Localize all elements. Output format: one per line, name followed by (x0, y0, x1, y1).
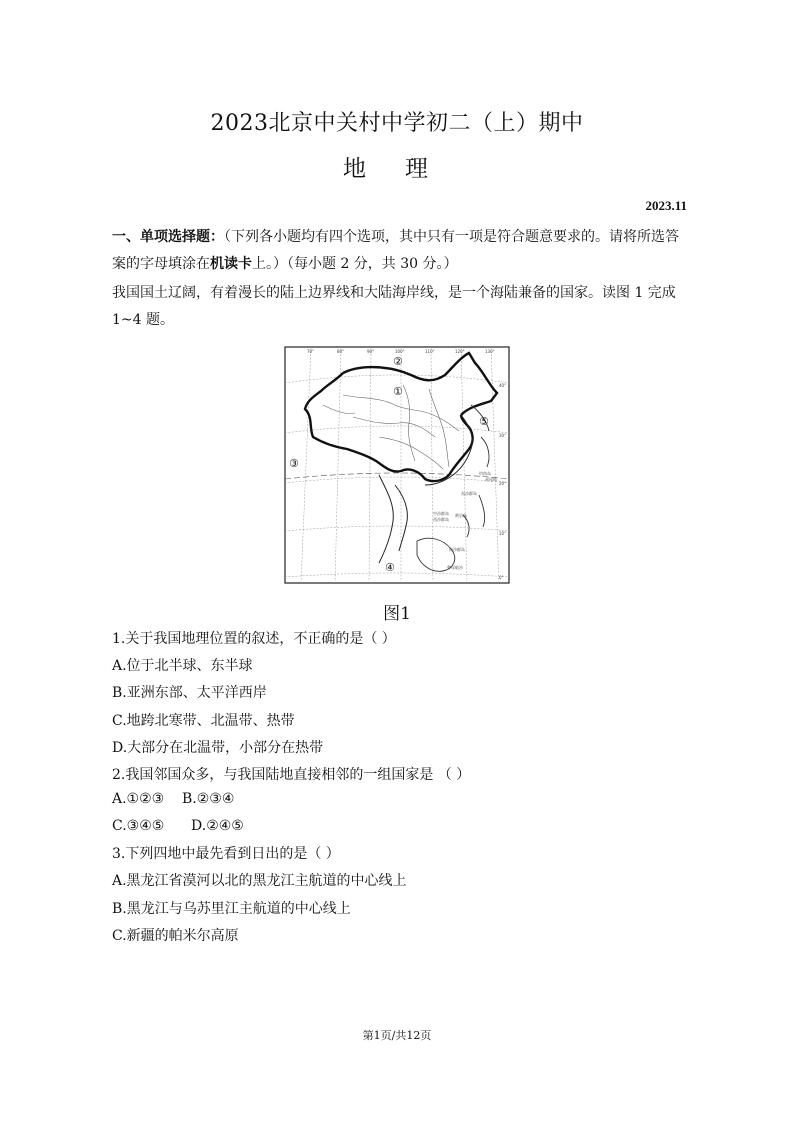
map-marker-4: ④ (385, 561, 395, 574)
subject-char-1: 地 (343, 156, 366, 182)
question-1-stem: 1.关于我国地理位置的叙述，不正确的是（ ） (112, 631, 396, 647)
svg-text:钓鱼岛: 钓鱼岛 (479, 471, 491, 476)
svg-text:90°: 90° (367, 349, 375, 354)
question-1-option-b: B.亚洲东部、太平洋西岸 (112, 685, 267, 701)
map-marker-5: ⑤ (479, 415, 489, 428)
question-3-option-b: B.黑龙江与乌苏里江主航道的中心线上 (112, 901, 351, 917)
svg-text:中沙群岛: 中沙群岛 (433, 511, 449, 516)
svg-text:赤尾屿: 赤尾屿 (485, 477, 497, 482)
svg-text:100°: 100° (395, 349, 405, 354)
svg-text:黄岩岛: 黄岩岛 (455, 513, 467, 518)
map-marker-3: ③ (289, 457, 299, 470)
svg-text:南沙群岛: 南沙群岛 (449, 547, 465, 552)
page-footer: 第1页/共12页 (362, 1029, 432, 1042)
question-1-option-a: A.位于北半球、东半球 (112, 658, 253, 674)
question-2-stem: 2.我国邻国众多，与我国陆地直接相邻的一组国家是 （ ） (112, 767, 471, 783)
section-instructions (112, 224, 686, 278)
instructions-emphasis: 机读卡 (210, 256, 252, 272)
svg-text:110°: 110° (425, 349, 435, 354)
svg-text:80°: 80° (337, 349, 345, 354)
svg-text:130°: 130° (485, 349, 495, 354)
exam-date: 2023.11 (645, 198, 687, 213)
instructions-part-2: 上。）（每小题 2 分，共 30 分。） (252, 256, 458, 272)
page-title: 2023北京中关村中学初二（上）期中 (210, 111, 584, 136)
instructions-part-1: （下列各小题均有四个选项，其中只有一项是符合题意要求的。请将所选答案的字母填涂在 (112, 229, 679, 272)
question-2-options-row-1: A.①②③ B.②③④ (112, 791, 235, 807)
intro-paragraph: 我国国土辽阔，有着漫长的陆上边界线和大陆海岸线，是一个海陆兼备的国家。读图 1 完成 1~4 题。 (112, 285, 676, 328)
question-2-options-row-2: C.③④⑤ D.②④⑤ (112, 818, 244, 834)
section-heading: 一、单项选择题： (112, 229, 224, 245)
svg-text:30°: 30° (499, 433, 507, 438)
question-3-stem: 3.下列四地中最先看到日出的是（ ） (112, 846, 340, 862)
svg-text:0°: 0° (499, 575, 504, 580)
china-map-figure (283, 345, 511, 585)
question-3-option-a: A.黑龙江省漠河以北的黑龙江主航道的中心线上 (112, 873, 407, 889)
svg-text:东沙群岛: 东沙群岛 (461, 491, 477, 496)
map-marker-1: ① (393, 385, 403, 398)
question-1-option-d: D.大部分在北温带，小部分在热带 (112, 740, 324, 756)
figure-caption: 图1 (383, 604, 411, 624)
question-3-option-c: C.新疆的帕米尔高原 (112, 928, 239, 944)
map-marker-2: ② (393, 355, 403, 368)
svg-text:曾母暗沙: 曾母暗沙 (447, 565, 463, 570)
subject-char-2: 理 (405, 156, 428, 182)
svg-text:西沙群岛: 西沙群岛 (433, 517, 449, 522)
svg-text:70°: 70° (307, 349, 315, 354)
svg-text:10°: 10° (499, 531, 507, 536)
question-1-option-c: C.地跨北寒带、北温带、热带 (112, 713, 295, 729)
svg-text:40°: 40° (499, 383, 507, 388)
svg-text:20°: 20° (499, 481, 507, 486)
svg-text:120°: 120° (455, 349, 465, 354)
